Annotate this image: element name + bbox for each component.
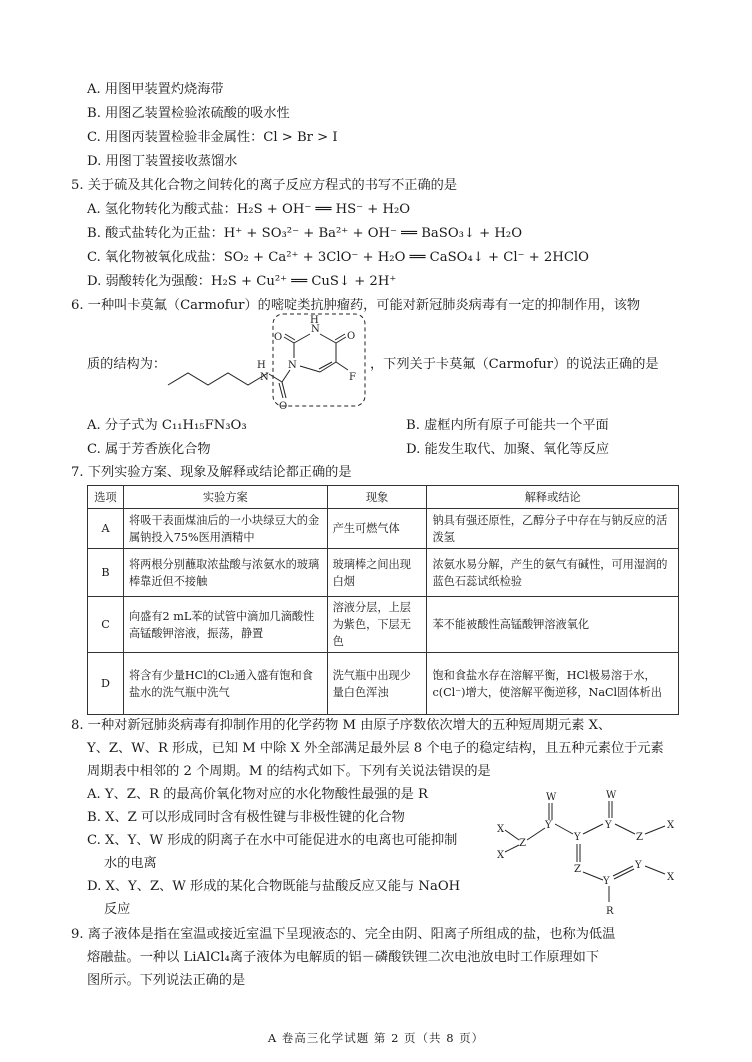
q6-option-d: D. 能发生取代、加聚、氧化等反应 [406,442,610,457]
atom-y-label: Y [603,876,610,887]
atom-y-label: Y [574,832,581,843]
cell-conclusion: 浓氨水易分解，产生的氨气有碱性，可用湿润的蓝色石蕊试纸检验 [427,549,679,597]
q6-option-b: B. 虚框内所有原子可能共一个平面 [406,418,609,433]
cell-plan: 将含有少量HCl的Cl₂通入盛有饱和食盐水的洗气瓶中洗气 [123,653,327,715]
compound-m-structure [495,788,690,923]
q4-option-b: B. 用图乙装置检验浓硫酸的吸水性 [87,106,290,121]
atom-x-label: X [497,850,505,861]
q6-option-a: A. 分子式为 C₁₁H₁₅FN₃O₃ [87,418,247,433]
atom-w-label: W [606,790,617,801]
q7-experiment-table [87,485,679,715]
atom-x-label: X [667,820,675,831]
ring-n3-label: N [311,324,320,335]
atom-z-label: Z [519,838,526,849]
cell-phenomenon: 溶液分层，上层为紫色，下层无色 [327,597,427,653]
cell-option: B [88,549,124,597]
q6-option-c: C. 属于芳香族化合物 [87,442,211,457]
q4-option-d: D. 用图丁装置接收蒸馏水 [87,154,238,169]
q5-option-c: C. 氧化物被氧化成盐：SO₂ + Ca²⁺ + 3ClO⁻ + H₂O ══ CaSO₄↓ + Cl⁻ + 2HClO [87,250,589,265]
table-row [88,653,679,715]
q8-option-d1: D. X、Y、Z、W 形成的某化合物既能与盐酸反应又能与 NaOH [87,879,461,894]
table-row [88,549,679,597]
carbonyl-o-label: O [279,401,288,412]
table-row [88,509,679,549]
ring-n1-label: N [288,360,297,371]
cell-conclusion: 钠具有强还原性，乙醇分子中存在与钠反应的活泼氢 [427,509,679,549]
atom-x-label: X [667,872,675,883]
cell-phenomenon: 玻璃棒之间出现白烟 [327,549,427,597]
atom-z-label: Z [574,864,581,875]
cell-conclusion: 饱和食盐水存在溶解平衡，HCl极易溶于水，c(Cl⁻)增大，使溶解平衡逆移，NaCl固体析出 [427,653,679,715]
atom-y-label: Y [635,860,642,871]
q8-stem-line2: Y、Z、W、R 形成，已知 M 中除 X 外全部满足最外层 8 个电子的稳定结构，且五种元素位于元素 [87,741,664,756]
atom-w-label: W [546,792,557,803]
cell-plan: 将两根分别蘸取浓盐酸与浓氨水的玻璃棒靠近但不接触 [123,549,327,597]
q5-stem: 5. 关于硫及其化合物之间转化的离子反应方程式的书写不正确的是 [71,178,458,193]
q6-stem: 6. 一种叫卡莫氟（Carmofur）的嘧啶类抗肿瘤药，可能对新冠肺炎病毒有一定的抑制作用，该物 [71,298,641,313]
q6-stem-prefix: 质的结构为： [87,357,167,372]
table-header-row [88,486,679,509]
ring-h-label: H [310,315,319,326]
q6-stem-suffix: ，下列关于卡莫氟（Carmofur）的说法正确的是 [370,357,659,372]
cell-conclusion: 苯不能被酸性高锰酸钾溶液氧化 [427,597,679,653]
header-conclusion: 解释或结论 [427,486,679,509]
q8-stem-line3: 周期表中相邻的 2 个周期。M 的结构式如下。下列有关说法错误的是 [87,764,491,779]
q8-stem-line1: 8. 一种对新冠肺炎病毒有抑制作用的化学药物 M 由原子序数依次增大的五种短周期元素 X、 [71,718,612,733]
q8-option-a: A. Y、Z、R 的最高价氧化物对应的水化物酸性最强的是 R [87,787,428,802]
fluorine-label: F [349,372,356,383]
cell-plan: 向盛有2 mL苯的试管中滴加几滴酸性高锰酸钾溶液，振荡，静置 [123,597,327,653]
q5-option-b: B. 酸式盐转化为正盐：H⁺ + SO₃²⁻ + Ba²⁺ + OH⁻ ══ BaSO₃↓ + H₂O [87,226,523,241]
atom-x-label: X [497,824,505,835]
atom-r-label: R [606,906,614,917]
page-footer: A 卷高三化学试题 第 2 页（共 8 页） [267,1031,485,1045]
cell-option: C [88,597,124,653]
cell-option: A [88,509,124,549]
cell-phenomenon: 洗气瓶中出现少量白色浑浊 [327,653,427,715]
q4-option-c: C. 用图丙装置检验非金属性：Cl > Br > I [87,130,338,145]
atom-z-label: Z [636,832,643,843]
q8-option-c2: 水的电离 [104,856,157,871]
q8-option-c1: C. X、Y、W 形成的阴离子在水中可能促进水的电离也可能抑制 [87,833,458,848]
q5-option-a: A. 氢化物转化为酸式盐：H₂S + OH⁻ ══ HS⁻ + H₂O [87,202,411,217]
header-option: 选项 [88,486,124,509]
q8-option-d2: 反应 [104,902,131,917]
atom-y-label: Y [545,820,552,831]
atom-y-label: Y [605,820,612,831]
cell-phenomenon: 产生可燃气体 [327,509,427,549]
table-row [88,597,679,653]
q9-line1: 9. 离子液体是指在室温或接近室温下呈现液态的、完全由阴、阳离子所组成的盐，也称为低温 [71,927,616,942]
amide-h-label: H [257,360,266,371]
cell-option: D [88,653,124,715]
carmofur-structure [160,310,375,410]
q8-option-b: B. X、Z 可以形成同时含有极性键与非极性键的化合物 [87,810,405,825]
ring-o4-label: O [347,331,356,342]
cell-plan: 将吸干表面煤油后的一小块绿豆大的金属钠投入75%医用酒精中 [123,509,327,549]
q4-option-a: A. 用图甲装置灼烧海带 [87,82,224,97]
q9-line3: 图所示。下列说法正确的是 [87,973,246,988]
amide-n-label: N [260,372,269,383]
q9-line2: 熔融盐。一种以 LiAlCl₄离子液体为电解质的铝－磷酸铁锂二次电池放电时工作原理如下 [87,950,600,965]
header-plan: 实验方案 [123,486,327,509]
q7-stem: 7. 下列实验方案、现象及解释或结论都正确的是 [71,465,352,480]
ring-o2-label: O [274,332,283,343]
q5-option-d: D. 弱酸转化为强酸：H₂S + Cu²⁺ ══ CuS↓ + 2H⁺ [87,274,397,289]
header-phenomenon: 现象 [327,486,427,509]
